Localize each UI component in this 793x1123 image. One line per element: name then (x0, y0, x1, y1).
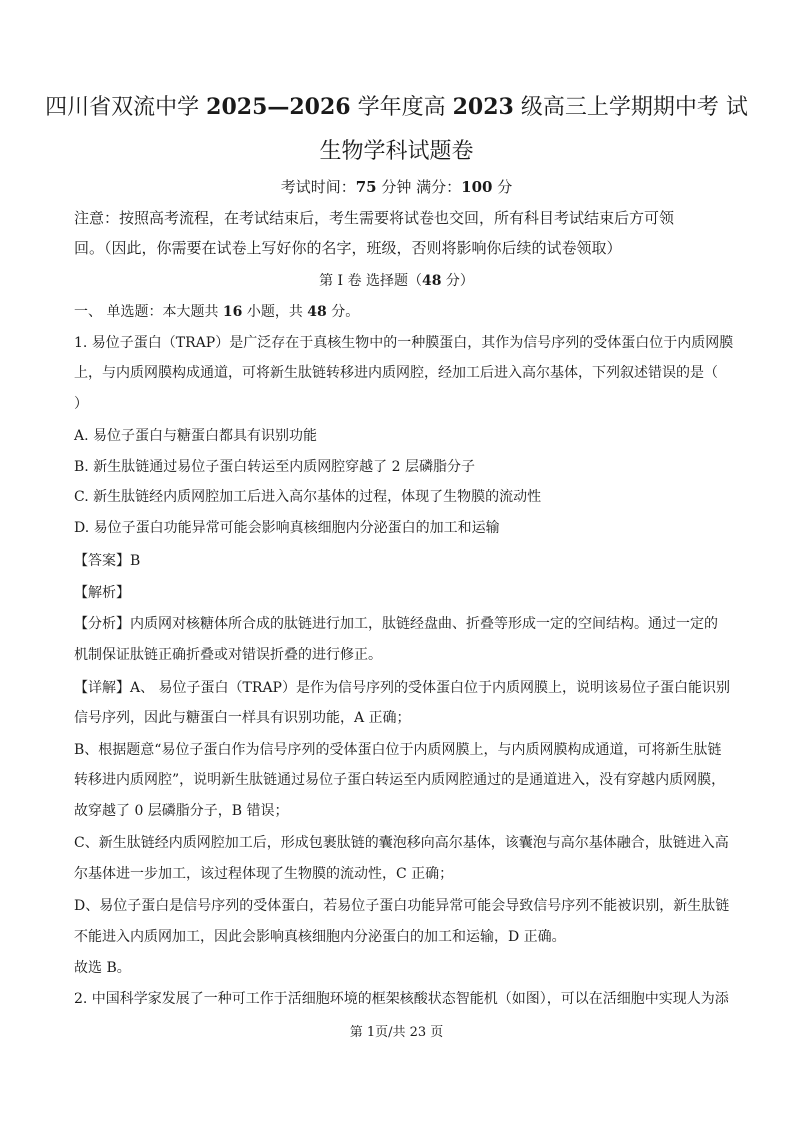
q1-stem-line1: 1. 易位子蛋白（TRAP）是广泛存在于真核生物中的一种膜蛋白，其作为信号序列的受体蛋白位于内质网膜 (74, 335, 734, 351)
q2-stem-line1: 2. 中国科学家发展了一种可工作于活细胞环境的框架核酸状态智能机（如图），可以在活细胞中实现人为添 (74, 991, 729, 1007)
part1-heading: 一、 单选题：本大题共 16 小题，共 48 分。 (74, 304, 360, 320)
exam-info: 考试时间：75 分钟 满分：100 分 (280, 178, 513, 196)
q1-answer: 【答案】B (74, 553, 141, 569)
q1-detail-line: D、易位子蛋白是信号序列的受体蛋白，若易位子蛋白功能异常可能会导致信号序列不能被识别，新生肽链 (74, 898, 730, 914)
q1-detail-line: B、根据题意“易位子蛋白作为信号序列的受体蛋白位于内质网膜上，与内质网膜构成通道，可将新生肽链 (74, 742, 722, 758)
notice-line2: 回。（因此，你需要在试卷上写好你的名字，班级，否则将影响你后续的试卷领取） (74, 239, 622, 257)
q1-detail-line: 故选 B。 (74, 960, 131, 976)
exam-title-line2: 生物学科试题卷 (319, 139, 474, 164)
q1-option-a: A. 易位子蛋白与糖蛋白都具有识别功能 (74, 428, 318, 444)
q1-detail-line: C、新生肽链经内质网腔加工后，形成包裹肽链的囊泡移向高尔基体，该囊泡与高尔基体融合，肽链进入高 (74, 835, 729, 851)
q1-analysis-label: 【解析】 (74, 585, 130, 601)
q1-detail-line: 信号序列，因此与糖蛋白一样具有识别功能，A 正确； (74, 710, 411, 726)
q1-fenxi-line2: 机制保证肽链正确折叠或对错误折叠的进行修正。 (74, 647, 382, 663)
q1-detail-line: 不能进入内质网加工，因此会影响真核细胞内分泌蛋白的加工和运输，D 正确。 (74, 929, 566, 945)
page-number: 第 1页/共 23 页 (349, 1025, 444, 1040)
q1-option-b: B. 新生肽链通过易位子蛋白转运至内质网腔穿越了 2 层磷脂分子 (74, 459, 475, 475)
q1-detail-line: 转移进内质网腔”，说明新生肽链通过易位子蛋白转运至内质网腔通过的是通道进入，没有穿越内质网膜， (74, 772, 726, 788)
q1-option-d: D. 易位子蛋白功能异常可能会影响真核细胞内分泌蛋白的加工和运输 (74, 520, 500, 536)
q1-detail-line: 故穿越了 0 层磷脂分子，B 错误； (74, 803, 289, 819)
exam-title-line1: 四川省双流中学 2025—2026 学年度高 2023 级高三上学期期中考 试 (45, 94, 748, 120)
q1-detail-line: 【详解】A、 易位子蛋白（TRAP）是作为信号序列的受体蛋白位于内质网膜上，说明该易位子蛋白能识别 (74, 680, 730, 696)
q1-fenxi-line1: 【分析】内质网对核糖体所合成的肽链进行加工，肽链经盘曲、折叠等形成一定的空间结构。通过一定的 (74, 616, 718, 632)
q1-detail-line: 尔基体进一步加工，该过程体现了生物膜的流动性，C 正确； (74, 866, 454, 882)
q1-option-c: C. 新生肽链经内质网腔加工后进入高尔基体的过程，体现了生物膜的流动性 (74, 489, 542, 505)
q1-stem-line3: ） (74, 396, 88, 412)
q1-stem-line2: 上，与内质网膜构成通道，可将新生肽链转移进内质网腔，经加工后进入高尔基体，下列叙述错误的是（ (74, 365, 718, 381)
notice-line1: 注意：按照高考流程，在考试结束后，考生需要将试卷也交回，所有科目考试结束后方可领 (74, 209, 675, 227)
section-heading: 第 I 卷 选择题（48 分） (319, 273, 474, 289)
